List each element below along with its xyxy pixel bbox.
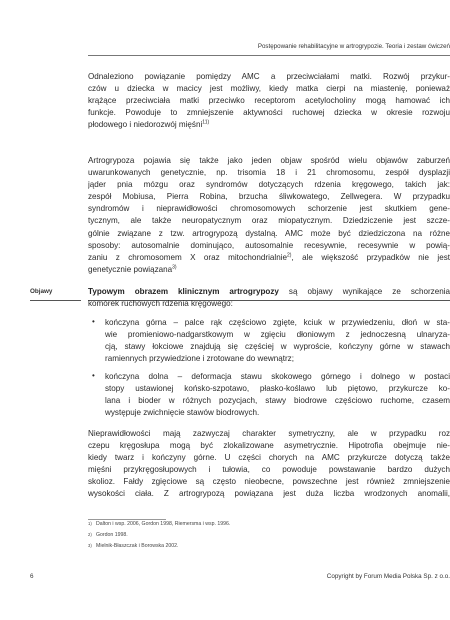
text-line: ramiennych przywiedzione i zrotowane do wewnątrz;: [105, 354, 294, 364]
text-line: wie promieniowo-nadgarstkowym w zgięciu dłoniowym z jednoczesną ulnaryza-: [105, 330, 450, 340]
text-line: zespół Mobiusa, Pierra Robina, brzucha śliwkowatego, Zellwegera. W przypadku: [88, 192, 450, 202]
text-fragment: , ale większość przypadków nie jest: [291, 252, 450, 262]
bullet-marker: •: [92, 317, 95, 326]
header-divider: [88, 55, 450, 56]
text-line: kiedy twarz i kończyny górne. U części chorych na AMC przykurcze dotyczą także: [88, 453, 450, 463]
footnote: [88, 532, 128, 538]
text-fragment: zaniu z chromosomem X oraz mitochondrialnie: [88, 252, 288, 262]
footnote-text: Mielnik-Błaszczak i Borowska 2002.: [96, 543, 179, 549]
footnote-divider: [88, 519, 166, 520]
section-label: Objawy: [30, 288, 53, 295]
text-line: jąder pnia mózgu oraz syndromów dotyczących rdzenia kręgowego, takich jak:: [88, 180, 450, 190]
text-line: [88, 252, 450, 264]
text-line: Odnaleziono powiązanie pomiędzy AMC a przeciwciałami matki. Rozwój przykur-: [88, 72, 450, 81]
footnote-number: 3): [88, 543, 92, 548]
text-line: krążące przeciwciała matki przeciwko receptorom acetylocholiny mogą hamować ich: [88, 96, 450, 106]
text-line: syndromów i nieprawidłowości chromosomowych schorzenie jest skutkiem gene-: [88, 204, 450, 214]
footnote: [88, 543, 178, 549]
footnote-ref: 2): [287, 252, 292, 259]
bullet-item: [105, 317, 450, 365]
text-line: funkcje. Powoduje to zmniejszenie aktywności ruchowej dziecka w okresie rozwoju: [88, 108, 450, 118]
section-lead: [88, 286, 450, 310]
footnote-ref: 3): [172, 264, 177, 271]
text-line: czów u dziecka w macicy jest możliwy, kiedy matka cierpi na miastenię, ponieważ: [88, 84, 450, 94]
lead-bold-text: Typowym obrazem klinicznym artrogrypozy: [88, 287, 279, 296]
paragraph-3: [88, 428, 450, 501]
paragraph-2: [88, 155, 450, 276]
paragraph-1: [88, 71, 450, 131]
text-line: gólnie związane z tzw. artrogrypozą dystalną. AMC może być dziedziczona na różne: [88, 228, 450, 238]
text-fragment: genetycznie powiązana: [88, 264, 173, 274]
text-line: [88, 286, 450, 298]
bullet-marker: •: [92, 371, 95, 380]
text-line: skolioz. Fałdy zgięciowe są często nieobecne, powszechne jest również zmniejszenie: [88, 477, 450, 487]
text-line: [88, 264, 450, 276]
text-line: cją, stawy łokciowe znajdują się częściej w wyproście, kończyny górne w stawach: [105, 342, 450, 352]
text-line: kończyna dolna – deformacja stawu skokowego górnego i dolnego w postaci: [105, 372, 450, 381]
text-line: lana i bioder w różnych pozycjach, stawy biodrowe częściowo ruchome, czasem: [105, 396, 450, 406]
text-line: występuje zwichnięcie stawów biodrowych.: [105, 408, 260, 418]
text-line: czepu kręgosłupa mogą być zlokalizowane asymetrycznie. Hipotrofia obejmuje nie-: [88, 441, 450, 451]
text-line: sposoby: autosomalnie dominująco, autosomalnie recesywnie, recesywnie w powią-: [88, 240, 450, 250]
text-line: wysokości ciała. Z artrogrypozą powiązana jest duża liczba wrodzonych anomalii,: [88, 489, 450, 499]
bullet-item: [105, 371, 450, 419]
text-line: uwarunkowanych genetycznie, np. trisomia 18 i 21 chromosomu, zespół dysplazji: [88, 168, 450, 178]
footnote-text: Gordon 1998.: [96, 532, 128, 538]
text-fragment: są objawy wynikające ze schorzenia: [278, 287, 450, 296]
copyright-notice: Copyright by Forum Media Polska Sp. z o.o.: [326, 573, 450, 580]
text-line: tycznym, ale także neuropatycznym oraz miopatycznym. Dziedziczenie jest szcze-: [88, 216, 450, 226]
page-number: 6: [30, 573, 34, 580]
footnote-number: 2): [88, 532, 92, 537]
text-line: Nieprawidłowości mają zazwyczaj charakter symetryczny, ale w przypadku roz: [88, 429, 450, 438]
text-fragment: płodowego i niedorozwój mięśni: [88, 120, 203, 130]
footnote-number: 1): [88, 521, 92, 526]
text-line: stopy ustawionej końsko-szpotawo, płasko-koślawo lub piętowo, przykurcze ko-: [105, 384, 450, 394]
footnote-text: Dalton i wsp. 2006, Gordon 1998, Riemersma i wsp. 1996.: [96, 521, 231, 527]
text-line: mięśni przykręgosłupowych i tułowia, co powoduje powstawanie bardzo dużych: [88, 465, 450, 475]
text-line: kończyna górna – palce rąk częściowo zgięte, kciuk w przywiedzeniu, dłoń w sta-: [105, 318, 450, 327]
text-line: Artrogrypoza pojawia się także jako jeden objaw spośród wielu objawów zaburzeń: [88, 156, 450, 165]
text-line: [88, 119, 450, 131]
running-header: Postępowanie rehabilitacyjne w artrogrypozie. Teoria i zestaw ćwiczeń: [257, 43, 450, 50]
text-line: komórek ruchowych rdzenia kręgowego:: [88, 299, 233, 309]
sidebar-divider: [30, 300, 81, 301]
footnote-ref: 11): [202, 119, 210, 126]
footnote: [88, 521, 230, 527]
